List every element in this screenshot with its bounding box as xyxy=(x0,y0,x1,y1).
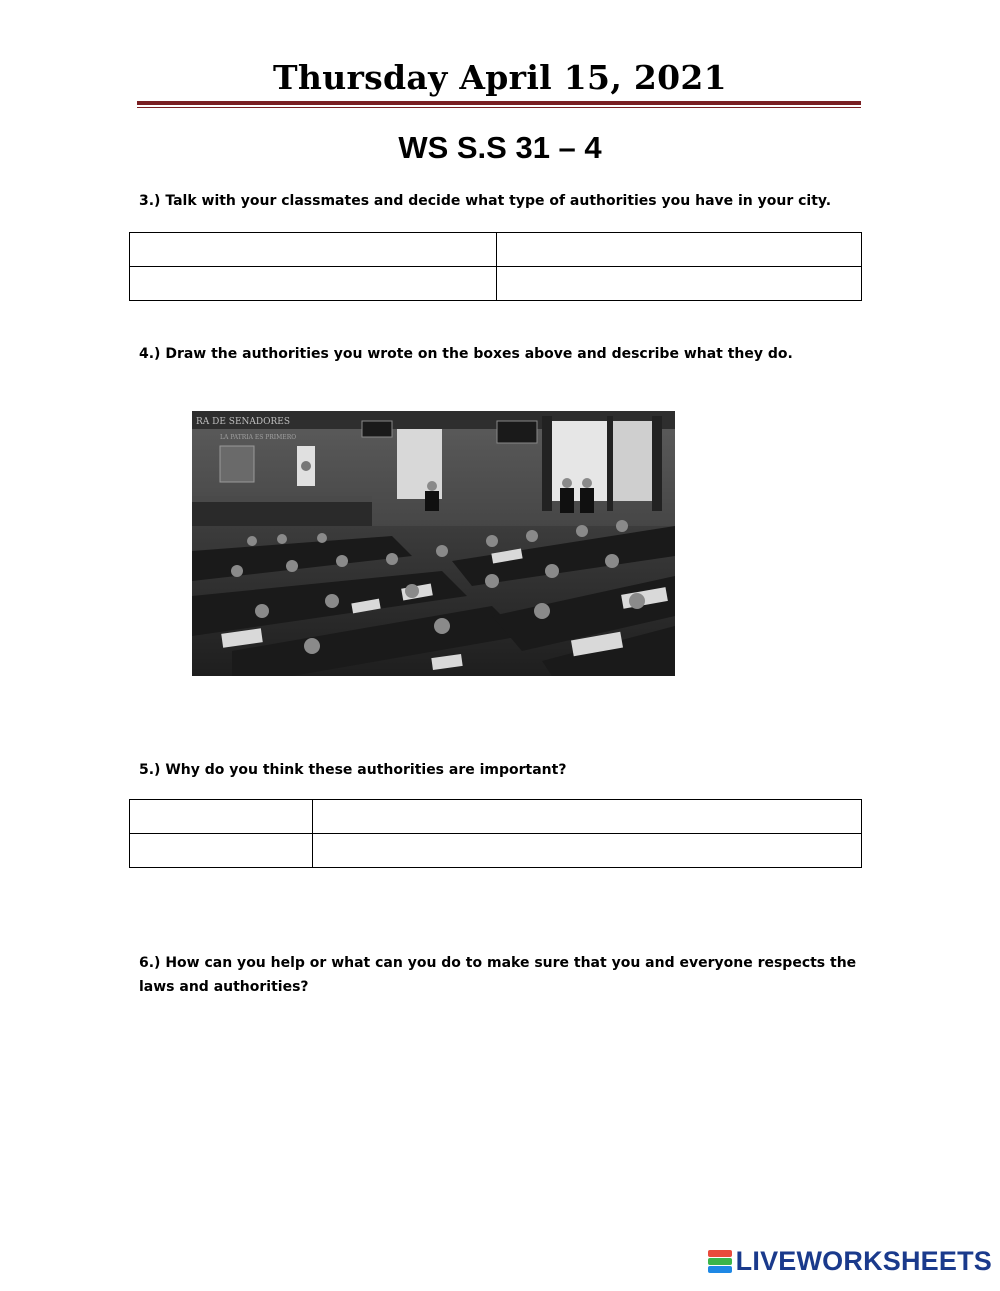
worksheet-title: WS S.S 31 – 4 xyxy=(398,130,602,165)
title-divider-thin xyxy=(137,107,861,108)
question-6: 6.) How can you help or what can you do to make sure that you and everyone respects the laws and authorities? xyxy=(139,955,857,995)
senate-chamber-photo xyxy=(192,411,675,676)
date-title: Thursday April 15, 2021 xyxy=(273,58,727,97)
question-4: 4.) Draw the authorities you wrote on the boxes above and describe what they do. xyxy=(139,346,793,362)
photo-motto-text: LA PATRIA ES PRIMERO xyxy=(220,434,297,441)
liveworksheets-logo-icon xyxy=(708,1250,732,1274)
answer-cell[interactable] xyxy=(313,834,862,868)
photo-banner-text: RA DE SENADORES xyxy=(196,417,290,427)
answer-cell[interactable] xyxy=(130,233,497,267)
answer-cell[interactable] xyxy=(130,800,313,834)
answer-cell[interactable] xyxy=(313,800,862,834)
answer-cell[interactable] xyxy=(497,233,862,267)
question-3: 3.) Talk with your classmates and decide what type of authorities you have in your city. xyxy=(139,193,832,209)
answer-cell[interactable] xyxy=(497,267,862,301)
liveworksheets-logo[interactable] xyxy=(708,1246,992,1277)
answer-cell[interactable] xyxy=(130,834,313,868)
title-divider xyxy=(137,101,861,105)
logo-text: LIVEWORKSHEETS xyxy=(735,1246,992,1276)
answer-table-q3 xyxy=(129,232,862,301)
answer-cell[interactable] xyxy=(130,267,497,301)
question-5: 5.) Why do you think these authorities are important? xyxy=(139,762,567,778)
answer-table-q5 xyxy=(129,799,862,868)
